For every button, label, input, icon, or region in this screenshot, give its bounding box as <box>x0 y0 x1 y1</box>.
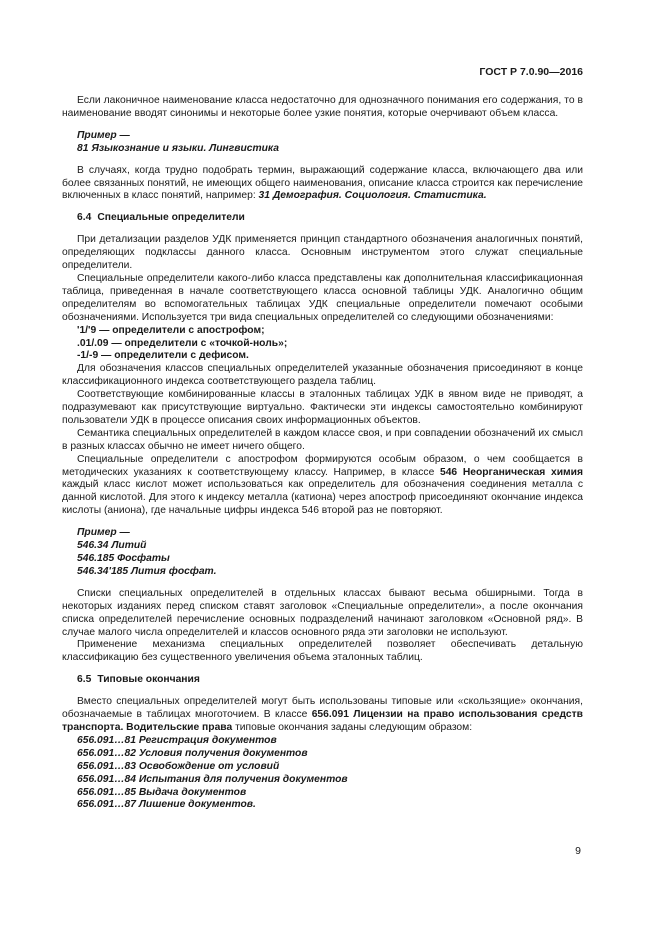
section-6-4-paragraph-4: Соответствующие комбинированные классы в эталонных таблицах УДК в явном виде не приводят, а подразумевают как присутствующие виртуально. Фактически эти индексы самостоятельно комбинируют пользователи УДК в процессе описания своих информационных объектов. <box>62 389 583 426</box>
section-6-4-paragraph-8: Применение механизма специальных определителей позволяет обеспечивать детальную классификацию без существенного увеличения объема эталонных таблиц. <box>62 639 583 664</box>
typical-ending-item: 656.091…84 Испытания для получения документов <box>77 773 348 785</box>
intro-paragraph-1: Если лаконичное наименование класса недостаточно для однозначного понимания его содержания, то в наименование вводят синонимы и некоторые более узкие понятия, которые очерчивают объем класса. <box>62 95 583 119</box>
example-label: Пример — <box>77 527 130 539</box>
section-6-4-paragraph-6 <box>62 454 583 519</box>
example-line: 546.185 Фосфаты <box>77 553 170 564</box>
section-6-5-paragraph-1 <box>62 696 583 735</box>
typical-ending-item: 656.091…82 Условия получения документов <box>77 747 308 759</box>
example-label: Пример — <box>77 129 130 141</box>
section-6-4-paragraph-3: Для обозначения классов специальных определителей указанные обозначения присоединяют в конце классификационного индекса соответствующего раздела таблиц. <box>62 363 583 388</box>
intro-example <box>77 130 583 156</box>
section-6-4-title <box>77 212 583 225</box>
paragraph-text: Вместо специальных определителей могут быть использованы типовые или «скользящие» окончания, обозначаемые в таблицах многоточием. В классе <box>62 696 583 721</box>
paragraph-text: Специальные определители с апострофом формируются особым образом, о чем сообщается в методических указаниях к соответствующему классу. Например, в классе <box>62 453 583 478</box>
typical-ending-item: 656.091…85 Выдача документов <box>77 786 247 798</box>
section-6-5-title <box>77 674 583 687</box>
document-body <box>62 95 583 812</box>
example-line: 81 Языкознание и языки. Лингвистика <box>77 142 279 154</box>
typical-ending-item: 656.091…83 Освобождение от условий <box>77 760 280 772</box>
paragraph-text: каждый класс кислот может использоваться как определитель для обозначения соединения металла с данной кислотой. Для этого к индексу металла (катиона) через апостроф присоединяют окончание индекса кислоты (аниона), где начальные цифры индекса 546 второй раз не повторяют. <box>62 479 583 517</box>
section-title-text: Типовые окончания <box>97 674 200 686</box>
section-6-4-paragraph-7: Списки специальных определителей в отдельных классах бывают весьма обширными. Тогда в некоторых изданиях перед списком ставят заголовок «Специальные определители», а после окончания списка определителей перечисление основных подразделений начинают заголовком «Основной ряд». В случае малого числа определителей и классов основного ряда эти заголовки не используют. <box>62 587 583 638</box>
determiner-list-item: -1/-9 — определители с дефисом. <box>77 350 249 362</box>
section-number: 6.5 <box>77 674 92 686</box>
section-title-text: Специальные определители <box>97 212 245 224</box>
intro-paragraph-2 <box>62 165 583 204</box>
example-line: 546.34'185 Лития фосфат. <box>77 565 217 577</box>
section-number: 6.4 <box>77 212 92 224</box>
section-6-4-paragraph-2: Специальные определители какого-либо класса представлены как дополнительная классификационная таблица, приведенная в начале соответствующего класса основной таблицы УДК. Аналогично общим определителям во вспомогательных таблицах УДК специальные определители помечают особыми обозначениями. Используется три вида специальных определителей со следующими обозначениями: <box>62 272 583 323</box>
section-6-4-paragraph-5: Семантика специальных определителей в каждом классе своя, и при совпадении обозначений их смысл в разных классах обычно не имеет ничего общего. <box>62 427 583 452</box>
determiner-list-item: .01/.09 — определители с «точкой-ноль»; <box>77 337 288 349</box>
intro-paragraph-2-text: В случаях, когда трудно подобрать термин, выражающий содержание класса, включающего два или более связанных понятий, не имеющих общего наименования, описание класса строится как перечисление включенных в класс понятий, например: <box>62 164 583 202</box>
determiner-list-item: '1/'9 — определители с апострофом; <box>77 324 265 336</box>
page-number: 9 <box>575 845 581 857</box>
document-header: ГОСТ Р 7.0.90—2016 <box>479 66 583 78</box>
section-6-4-paragraph-1: При детализации разделов УДК применяется принцип стандартного обозначения аналогичных понятий, определяющих подклассы данного класса. Основным инструментом этого служат специальные определители. <box>62 234 583 272</box>
example-line: 546.34 Литий <box>77 540 147 552</box>
paragraph-text: типовые окончания заданы следующим образом: <box>232 721 473 733</box>
typical-ending-item: 656.091…81 Регистрация документов <box>77 734 277 746</box>
class-reference: 656.091 Лицензии на право использования средств транспорта. Водительские права <box>62 709 584 733</box>
class-reference: 546 Неорганическая химия <box>439 466 583 478</box>
section-6-4-example <box>77 527 583 579</box>
intro-paragraph-2-example: 31 Демография. Социология. Статистика. <box>258 190 487 202</box>
typical-ending-item: 656.091…87 Лишение документов. <box>77 799 256 811</box>
